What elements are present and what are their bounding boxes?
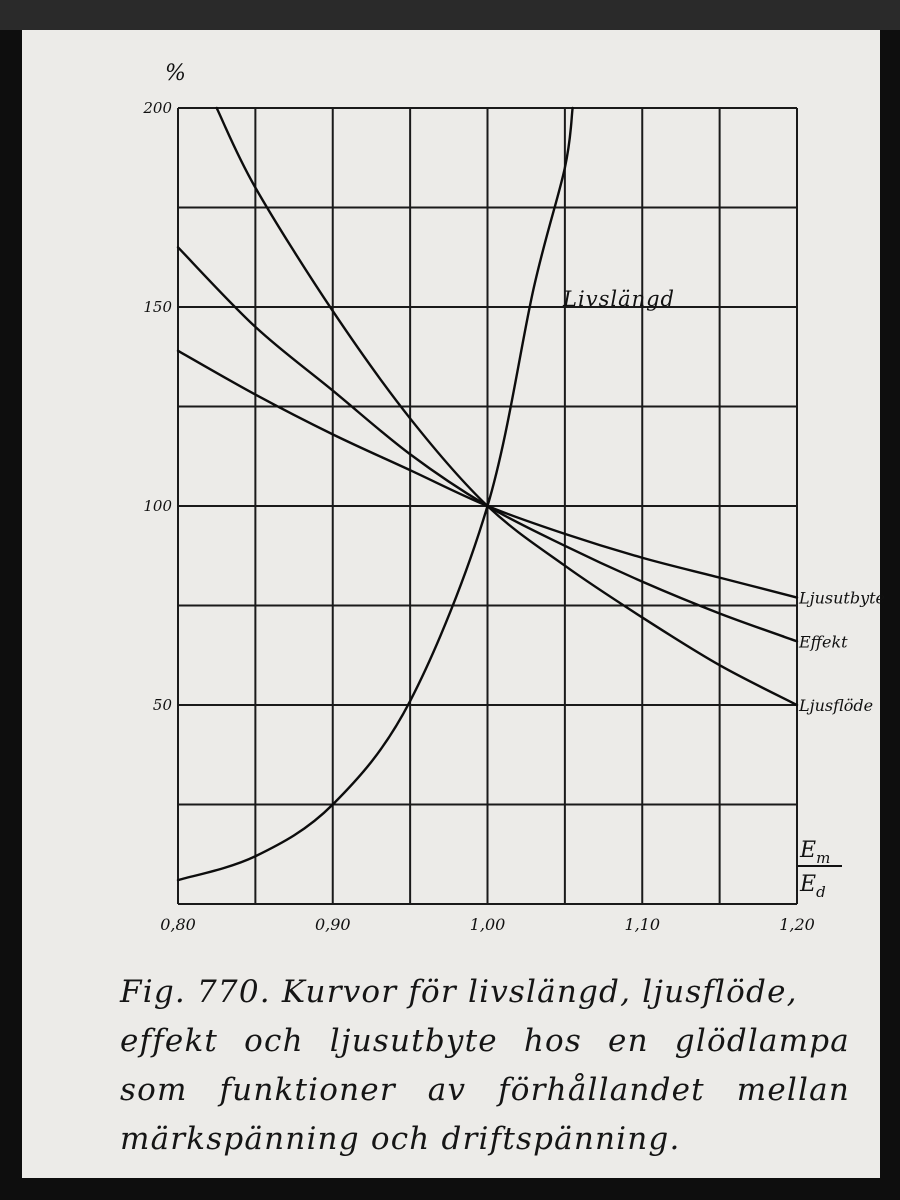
x-tick-2: 1,00 xyxy=(469,915,506,934)
series-label-ljusflode: Ljusflöde xyxy=(799,696,874,715)
series-label-effekt: Effekt xyxy=(799,632,848,652)
series-livslangd-line xyxy=(178,108,573,880)
series-label-ljusutbyte: Ljusutbyte xyxy=(799,588,886,608)
caption-line-2: effekt och ljusutbyte hos en glödlampa xyxy=(120,1023,850,1059)
series-label-livslangd: Livslängd xyxy=(563,287,676,312)
caption-line-3: som funktioner av förhållandet mellan xyxy=(120,1072,850,1108)
x-tick-1: 0,90 xyxy=(314,915,351,934)
y-tick-100: 100 xyxy=(143,497,172,515)
ratio-denominator: $E_d$ xyxy=(800,872,826,901)
x-tick-3: 1,10 xyxy=(624,915,661,934)
y-unit-label: % xyxy=(165,61,186,86)
x-tick-4: 1,20 xyxy=(779,915,815,934)
ratio-numerator: $E_m$ xyxy=(800,838,831,867)
caption-line-4: märkspänning och driftspänning. xyxy=(120,1121,681,1157)
figure-caption xyxy=(120,968,850,1164)
x-tick-labels xyxy=(160,915,815,934)
x-ratio-label xyxy=(798,838,842,901)
x-tick-0: 0,80 xyxy=(160,915,196,934)
caption-line-1: Fig. 770. Kurvor för livslängd, ljusflöde, xyxy=(120,974,798,1010)
y-tick-labels xyxy=(142,99,172,714)
series-labels xyxy=(562,287,885,715)
y-tick-200: 200 xyxy=(143,99,172,117)
y-tick-50: 50 xyxy=(152,696,172,714)
y-tick-150: 150 xyxy=(143,298,172,316)
